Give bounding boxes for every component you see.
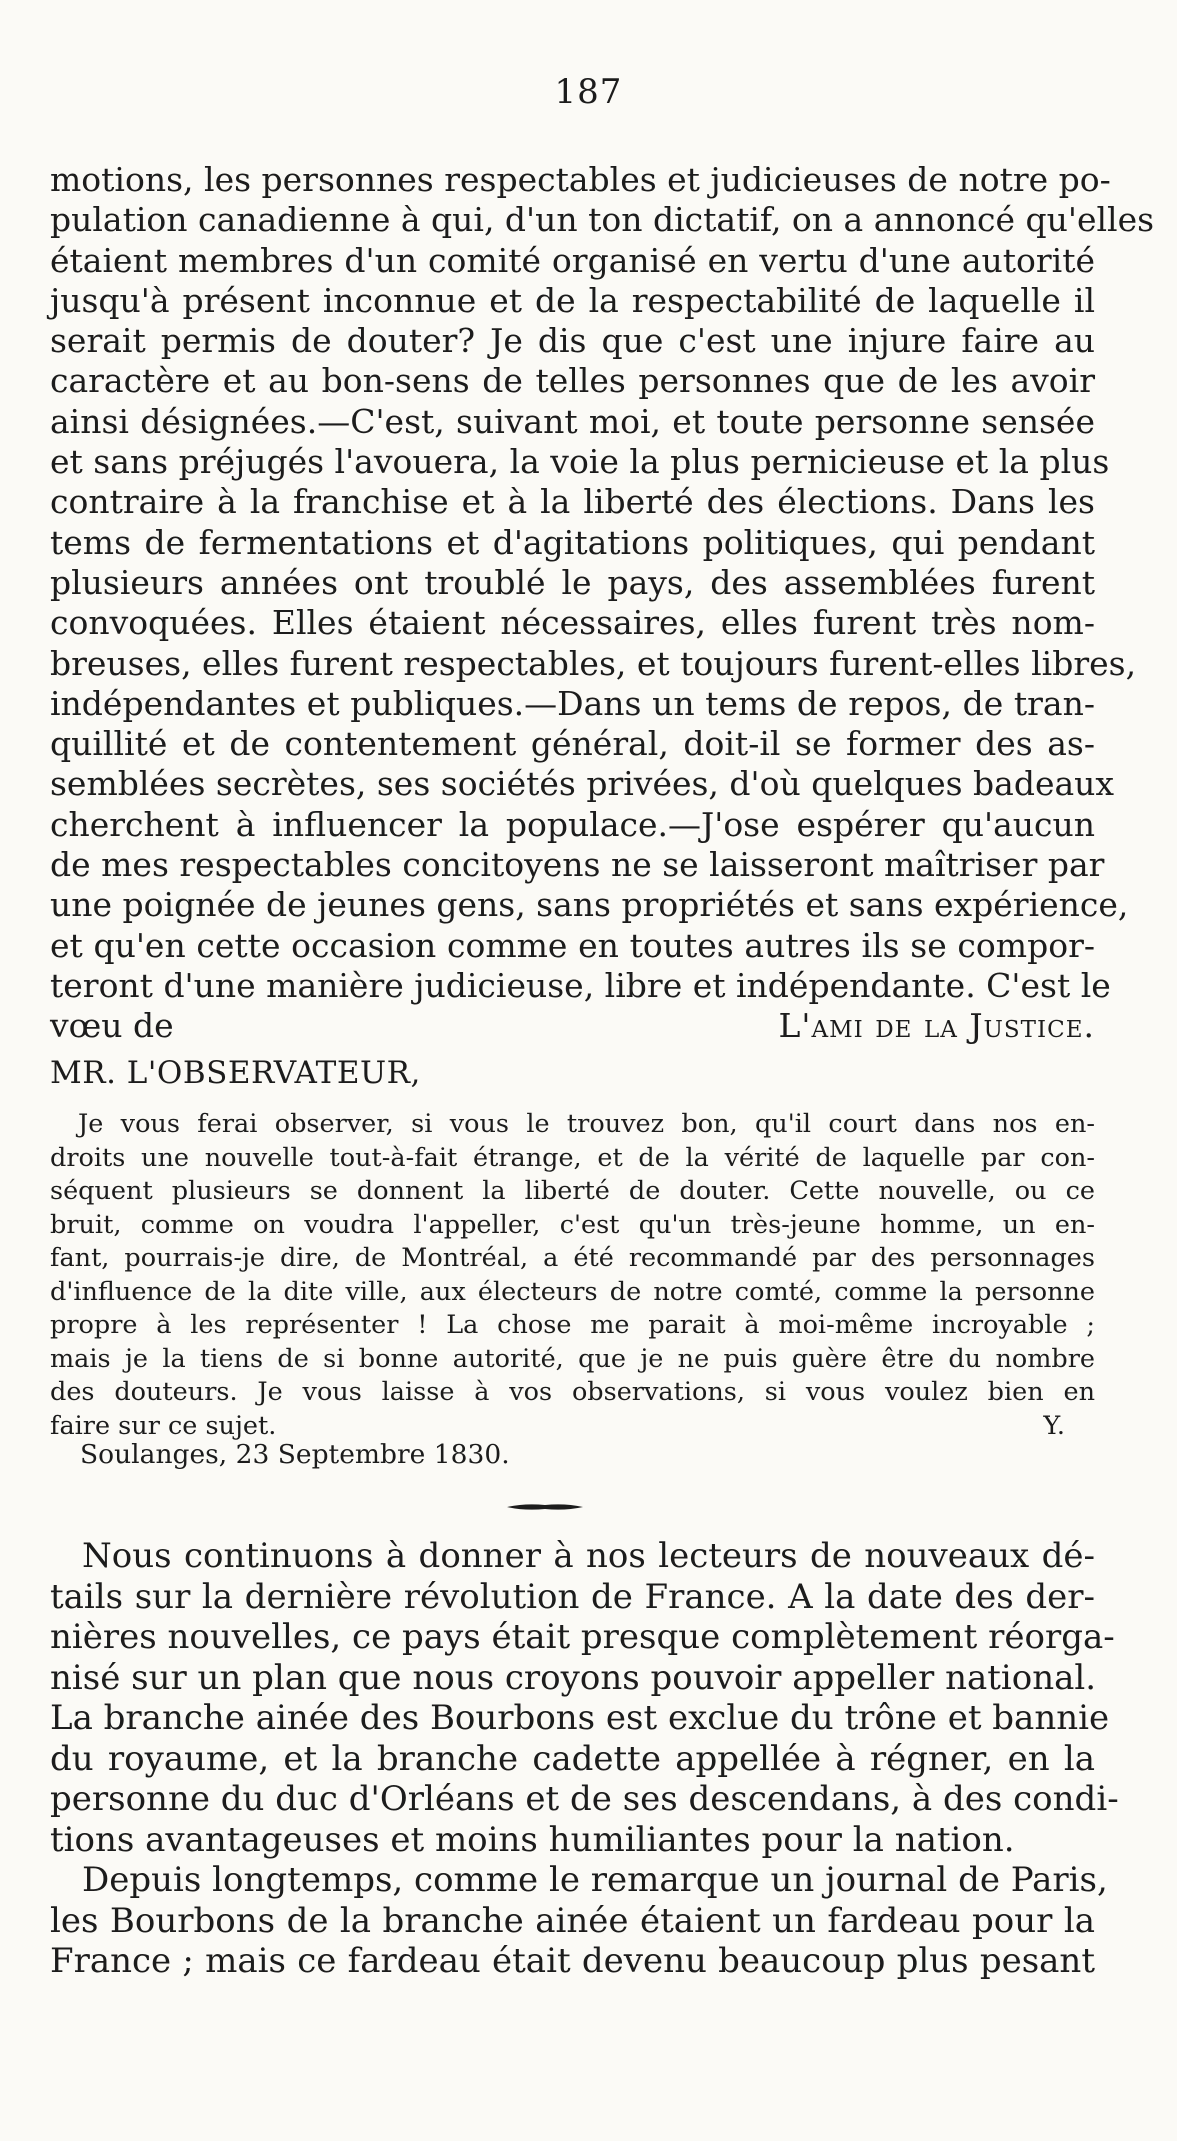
text-line: teront d'une manière judicieuse, libre et indépendante. C'est le (50, 965, 1111, 1005)
closing-words: vœu de (50, 1006, 174, 1046)
text-line: La branche ainée des Bourbons est exclue du trône et bannie (50, 1698, 1110, 1738)
text-line: d'influence de la dite ville, aux électeurs de notre comté, comme la personne (50, 1276, 1095, 1307)
text-line: de mes respectables concitoyens ne se laisseront maîtriser par (50, 845, 1105, 885)
text-line: une poignée de jeunes gens, sans propriétés et sans expérience, (50, 885, 1129, 925)
text-line: étaient membres d'un comité organisé en vertu d'une autorité (50, 240, 1095, 280)
text-line: France ; mais ce fardeau était devenu beaucoup plus pesant (50, 1941, 1095, 1981)
text-line: ainsi désignées.—C'est, suivant moi, et toute personne sensée (50, 401, 1095, 441)
letter-salutation: MR. L'OBSERVATEUR, (50, 1055, 421, 1091)
dateline: Soulanges, 23 Septembre 1830. (80, 1439, 510, 1470)
text-line: caractère et au bon-sens de telles personnes que de les avoir (50, 361, 1095, 401)
ornament-divider (505, 1500, 585, 1514)
text-line: propre à les représenter ! La chose me parait à moi-même incroyable ; (50, 1310, 1095, 1340)
text-line: breuses, elles furent respectables, et toujours furent-elles libres, (50, 643, 1137, 683)
text-line: du royaume, et la branche cadette appellée à régner, en la (50, 1738, 1095, 1779)
text-line: nisé sur un plan que nous croyons pouvoir appeller national. (50, 1657, 1097, 1698)
text-line: tems de fermentations et d'agitations politiques, qui pendant (50, 522, 1095, 562)
text-line: semblées secrètes, ses sociétés privées, d'où quelques badeaux (50, 764, 1115, 804)
letter-ami-de-la-justice (50, 160, 1155, 1047)
news-article (50, 1536, 1119, 1982)
text-line: bruit, comme on voudra l'appeller, c'est qu'un très-jeune homme, un en- (50, 1209, 1095, 1240)
text-line: Depuis longtemps, comme le remarque un journal de Paris, (82, 1860, 1108, 1900)
signature-line (50, 1006, 1095, 1046)
text-line: faire sur ce sujet. (50, 1410, 277, 1441)
signature: Y. (1043, 1410, 1065, 1441)
text-line: plusieurs années ont troublé le pays, des assemblées furent (50, 562, 1095, 602)
text-line: mais je la tiens de si bonne autorité, que je ne puis guère être du nombre (50, 1343, 1095, 1374)
text-line: fant, pourrais-je dire, de Montréal, a été recommandé par des personnages (50, 1243, 1095, 1273)
text-line: convoquées. Elles étaient nécessaires, elles furent très nom- (50, 603, 1095, 643)
letter-observateur (50, 1108, 1095, 1443)
text-line: personne du duc d'Orléans et de ses descendans, à des condi- (50, 1779, 1119, 1819)
text-line: motions, les personnes respectables et judicieuses de notre po- (50, 160, 1111, 199)
text-line: droits une nouvelle tout-à-fait étrange, et de la vérité de laquelle par con- (50, 1142, 1095, 1173)
text-line: séquent plusieurs se donnent la liberté de douter. Cette nouvelle, ou ce (50, 1176, 1095, 1206)
page-number: 187 (554, 72, 623, 112)
text-line: des douteurs. Je vous laisse à vos observations, si vous voulez bien en (50, 1377, 1095, 1407)
text-line: Je vous ferai observer, si vous le trouvez bon, qu'il court dans nos en- (78, 1109, 1095, 1139)
text-line: quillité et de contentement général, doit-il se former des as- (50, 724, 1095, 764)
text-line: et qu'en cette occasion comme en toutes autres ils se compor- (50, 925, 1095, 965)
text-line: les Bourbons de la branche ainée étaient un fardeau pour la (50, 1900, 1095, 1941)
text-line: nières nouvelles, ce pays était presque complètement réorga- (50, 1617, 1115, 1657)
text-line: pulation canadienne à qui, d'un ton dictatif, on a annoncé qu'elles (50, 200, 1155, 240)
signature: L'ami de la Justice. (778, 1006, 1095, 1046)
text-line: contraire à la franchise et à la liberté des élections. Dans les (50, 482, 1095, 522)
text-line: cherchent à influencer la populace.—J'ose espérer qu'aucun (50, 804, 1095, 844)
text-line: Nous continuons à donner à nos lecteurs de nouveaux dé- (82, 1536, 1095, 1576)
text-line: serait permis de douter? Je dis que c'est une injure faire au (50, 321, 1095, 361)
text-line: tions avantageuses et moins humiliantes pour la nation. (50, 1819, 1015, 1860)
text-line: tails sur la dernière révolution de France. A la date des der- (50, 1576, 1095, 1617)
text-line: et sans préjugés l'avouera, la voie la plus pernicieuse et la plus (50, 442, 1110, 482)
text-line: jusqu'à présent inconnue et de la respectabilité de laquelle il (50, 280, 1095, 320)
text-line: indépendantes et publiques.—Dans un tems de repos, de tran- (50, 683, 1095, 723)
